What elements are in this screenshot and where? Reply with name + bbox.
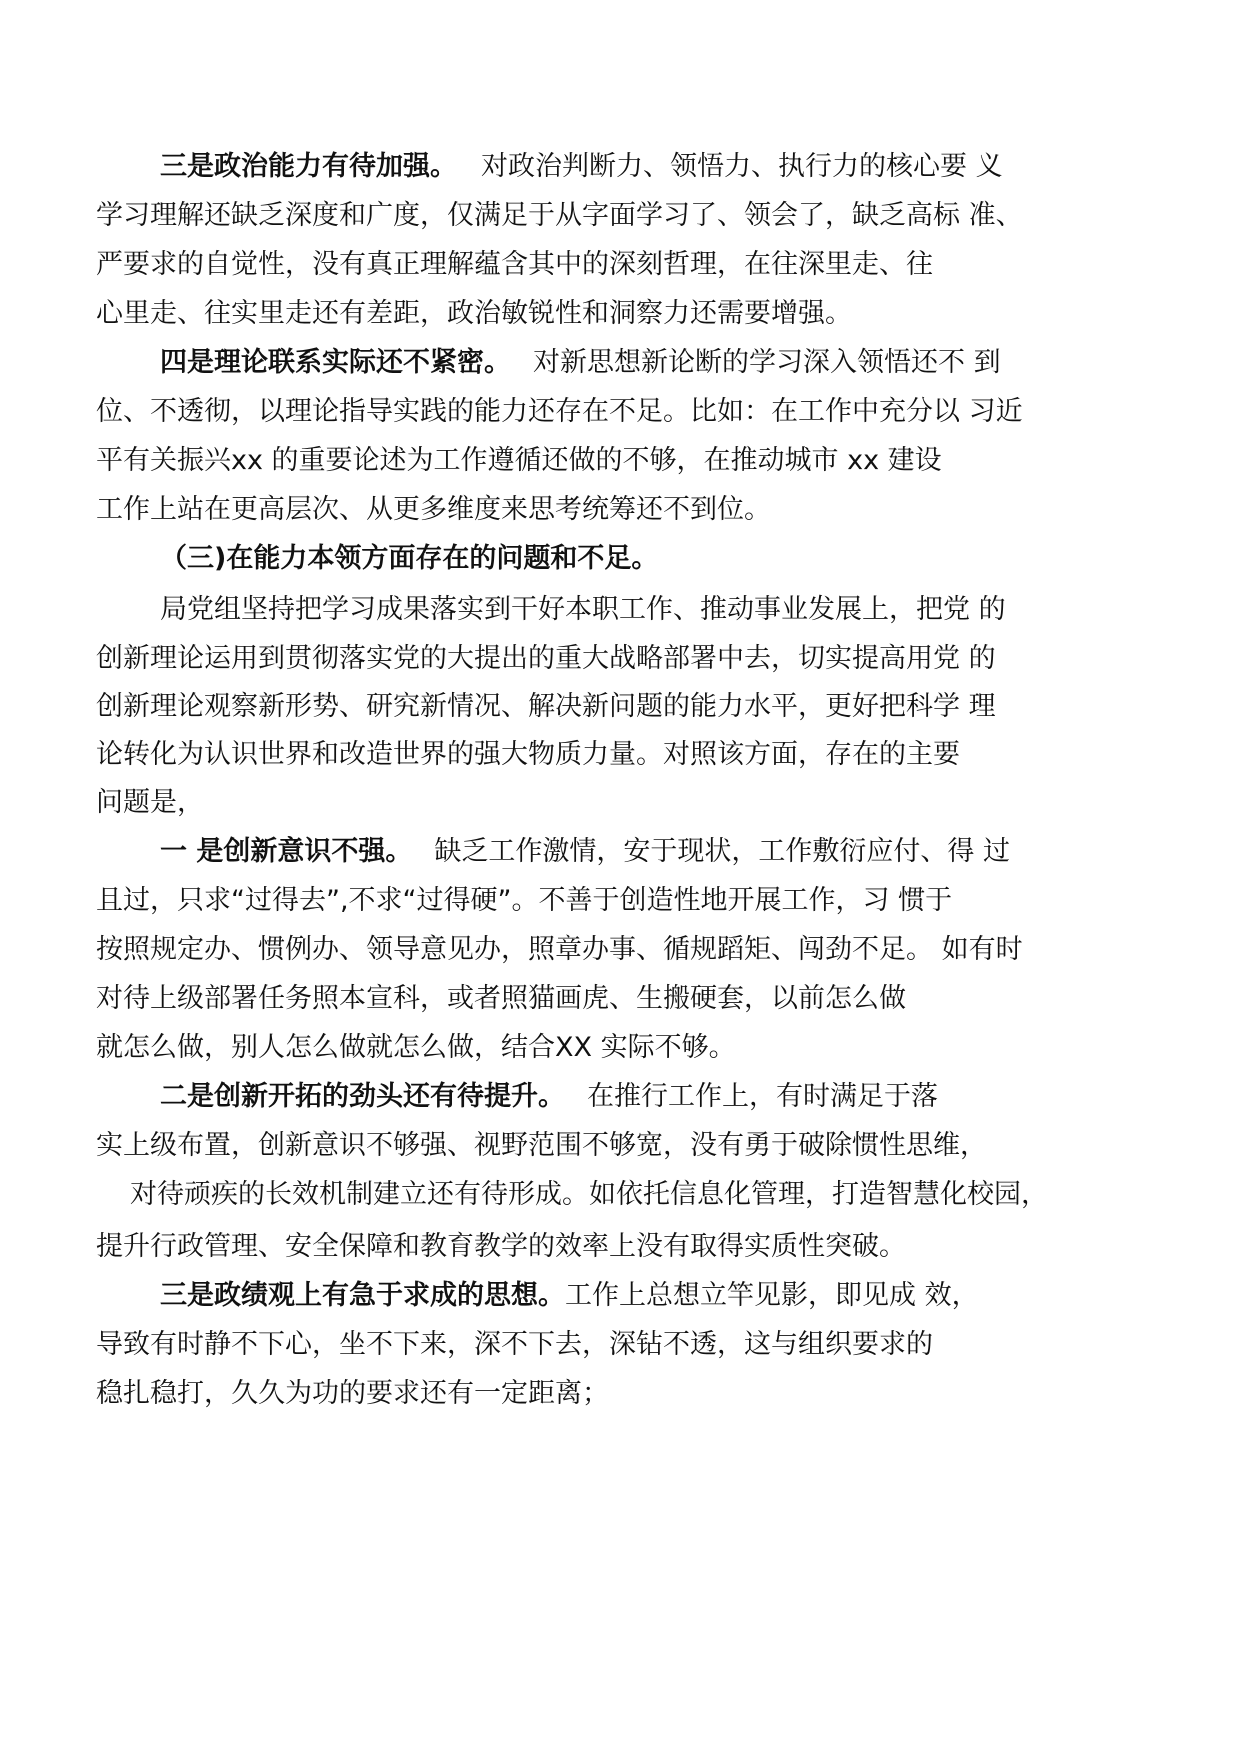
- paragraph-line: 局党组坚持把学习成果落实到干好本职工作、推动事业发展上，把党 的: [160, 594, 1006, 625]
- paragraph-line: [160, 346, 1001, 380]
- paragraph-heading: 二是创新开拓的劲头还有待提升。: [160, 1081, 565, 1112]
- paragraph-heading: 四是理论联系实际还不紧密。: [160, 347, 511, 378]
- paragraph-line: 问题是，: [96, 787, 204, 818]
- paragraph-line: 位、不透彻，以理论指导实践的能力还存在不足。比如：在工作中充分以 习近: [96, 396, 1023, 427]
- paragraph-heading: 三是政绩观上有急于求成的思想。: [160, 1280, 565, 1311]
- paragraph-text: 对新思想新论断的学习深入领悟还不 到: [533, 347, 1001, 378]
- paragraph-line: 论转化为认识世界和改造世界的强大物质力量。对照该方面，存在的主要: [96, 739, 960, 770]
- paragraph-line: [160, 150, 1003, 184]
- paragraph-heading: 三是政治能力有待加强。: [160, 151, 457, 182]
- section-heading: （三)在能力本领方面存在的问题和不足。: [160, 543, 659, 574]
- paragraph-line: 按照规定办、惯例办、领导意见办，照章办事、循规蹈矩、闯劲不足。 如有时: [96, 934, 1023, 965]
- paragraph-line: 对待上级部署任务照本宣科，或者照猫画虎、生搬硬套，以前怎么做: [96, 983, 906, 1014]
- paragraph-line: 学习理解还缺乏深度和广度，仅满足于从字面学习了、领会了，缺乏高标 准、: [96, 200, 1023, 231]
- paragraph-line: 提升行政管理、安全保障和教育教学的效率上没有取得实质性突破。: [96, 1231, 906, 1262]
- paragraph-line: 创新理论运用到贯彻落实党的大提出的重大战略部署中去，切实提高用党 的: [96, 643, 996, 674]
- paragraph-line: 创新理论观察新形势、研究新情况、解决新问题的能力水平，更好把科学 理: [96, 691, 996, 722]
- paragraph-line: 严要求的自觉性，没有真正理解蕴含其中的深刻哲理，在往深里走、往: [96, 249, 933, 280]
- paragraph-line: 实上级布置，创新意识不够强、视野范围不够宽，没有勇于破除惯性思维，: [96, 1130, 987, 1161]
- paragraph-line: 平有关振兴xx 的重要论述为工作遵循还做的不够，在推动城市 xx 建设: [96, 445, 942, 476]
- paragraph-text: 工作上总想立竿见影，即见成 效，: [565, 1280, 979, 1311]
- paragraph-line: 心里走、往实里走还有差距，政治敏锐性和洞察力还需要增强。: [96, 298, 852, 329]
- paragraph-line: 且过，只求“过得去”,不求“过得硬”。不善于创造性地开展工作，习 惯于: [96, 885, 953, 916]
- paragraph-line: [160, 1080, 938, 1114]
- paragraph-heading: 一 是创新意识不强。: [160, 836, 413, 867]
- paragraph-line: 导致有时静不下心，坐不下来，深不下去，深钻不透，这与组织要求的: [96, 1329, 933, 1360]
- paragraph-line: 就怎么做，别人怎么做就怎么做，结合XX 实际不够。: [96, 1032, 736, 1063]
- paragraph-line: 稳扎稳打，久久为功的要求还有一定距离；: [96, 1378, 609, 1409]
- paragraph-line: [160, 835, 1010, 869]
- paragraph-line: 对待顽疾的长效机制建立还有待形成。如依托信息化管理，打造智慧化校园，: [130, 1179, 1048, 1210]
- paragraph-line: [160, 1279, 979, 1313]
- paragraph-text: 对政治判断力、领悟力、执行力的核心要 义: [481, 151, 1003, 182]
- paragraph-text: 在推行工作上，有时满足于落: [587, 1081, 938, 1112]
- paragraph-text: 缺乏工作激情，安于现状，工作敷衍应付、得 过: [434, 836, 1010, 867]
- paragraph-line: 工作上站在更高层次、从更多维度来思考统筹还不到位。: [96, 494, 771, 525]
